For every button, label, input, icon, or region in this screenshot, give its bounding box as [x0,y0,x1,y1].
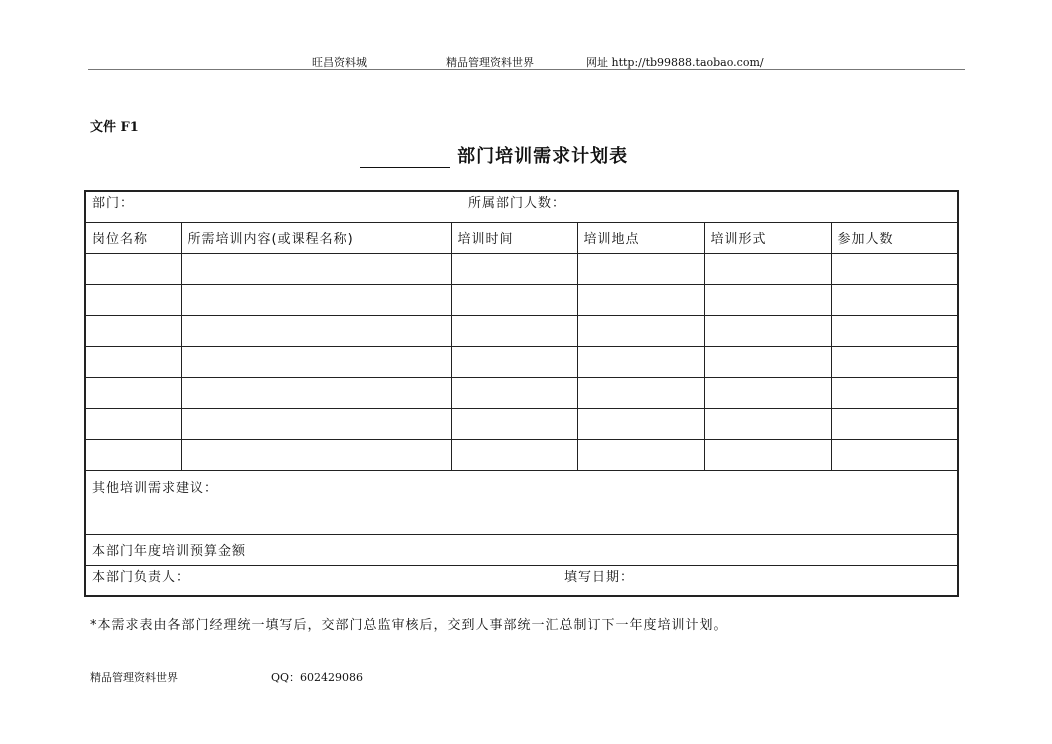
table-cell[interactable] [451,315,577,346]
table-row [85,315,958,346]
table-cell[interactable] [181,346,451,377]
table-cell[interactable] [831,408,958,439]
table-row [85,439,958,470]
table-cell[interactable] [451,346,577,377]
file-label: 文件 F1 [90,120,139,135]
table-cell[interactable] [451,439,577,470]
table-cell[interactable] [85,408,181,439]
table-cell[interactable] [577,253,704,284]
table-cell[interactable] [85,439,181,470]
header-left-text: 旺昌资料城 [312,56,367,69]
column-header: 所需培训内容(或课程名称) [181,222,451,253]
table-cell[interactable] [85,253,181,284]
table-cell[interactable] [704,315,831,346]
table-cell[interactable] [181,408,451,439]
table-cell[interactable] [181,284,451,315]
table-cell[interactable] [577,439,704,470]
other-suggestions-label: 其他培训需求建议： [92,480,219,496]
title-blank-line[interactable] [360,147,450,168]
table-cell[interactable] [831,346,958,377]
table-cell[interactable] [451,408,577,439]
table-row [85,284,958,315]
dept-info-row [85,191,958,222]
table-cell[interactable] [577,284,704,315]
table-cell[interactable] [85,346,181,377]
header-divider [88,69,965,70]
table-row [85,346,958,377]
table-cell[interactable] [831,377,958,408]
table-cell[interactable] [181,253,451,284]
table-row [85,253,958,284]
page-title: 部门培训需求计划表 [457,146,629,167]
title-row [360,142,628,166]
column-header: 培训地点 [577,222,704,253]
table-cell[interactable] [85,284,181,315]
signature-cell[interactable] [85,565,958,596]
budget-cell[interactable] [85,534,958,565]
header-middle-text: 精品管理资料世界 [446,56,534,69]
column-header: 岗位名称 [85,222,181,253]
table-cell[interactable] [85,377,181,408]
table-row [85,377,958,408]
budget-row [85,534,958,565]
table-cell[interactable] [451,377,577,408]
table-cell[interactable] [451,284,577,315]
column-header-row [85,222,958,253]
manager-label: 本部门负责人： [92,569,191,585]
table-row [85,408,958,439]
page-header [0,52,1052,70]
headcount-label: 所属部门人数： [468,196,567,211]
table-cell[interactable] [577,315,704,346]
footer-left-text: 精品管理资料世界 [90,671,178,684]
column-header: 培训时间 [451,222,577,253]
table-cell[interactable] [831,439,958,470]
table-cell[interactable] [704,346,831,377]
other-suggestions-cell[interactable] [85,470,958,534]
table-cell[interactable] [704,377,831,408]
column-header: 参加人数 [831,222,958,253]
table-cell[interactable] [831,315,958,346]
table-cell[interactable] [704,439,831,470]
table-cell[interactable] [704,284,831,315]
table-cell[interactable] [831,284,958,315]
header-site-text: 网址 http://tb99888.taobao.com/ [586,56,764,69]
budget-label: 本部门年度培训预算金额 [92,544,247,559]
table-cell[interactable] [704,408,831,439]
column-header: 培训形式 [704,222,831,253]
table-cell[interactable] [181,439,451,470]
date-label: 填写日期： [564,569,635,585]
page-footer [90,669,364,685]
training-needs-form [84,190,959,597]
table-cell[interactable] [577,346,704,377]
footnote: *本需求表由各部门经理统一填写后，交部门总监审核后，交到人事部统一汇总制订下一年度培训计划。 [90,618,728,633]
table-cell[interactable] [704,253,831,284]
table-cell[interactable] [831,253,958,284]
other-suggestions-row [85,470,958,534]
dept-label: 部门： [92,196,135,211]
table-cell[interactable] [181,315,451,346]
table-cell[interactable] [85,315,181,346]
signature-row [85,565,958,596]
table-cell[interactable] [577,408,704,439]
table-cell[interactable] [181,377,451,408]
dept-info-cell[interactable] [85,191,958,222]
footer-qq-text: QQ：602429086 [271,671,364,684]
table-cell[interactable] [451,253,577,284]
table-cell[interactable] [577,377,704,408]
